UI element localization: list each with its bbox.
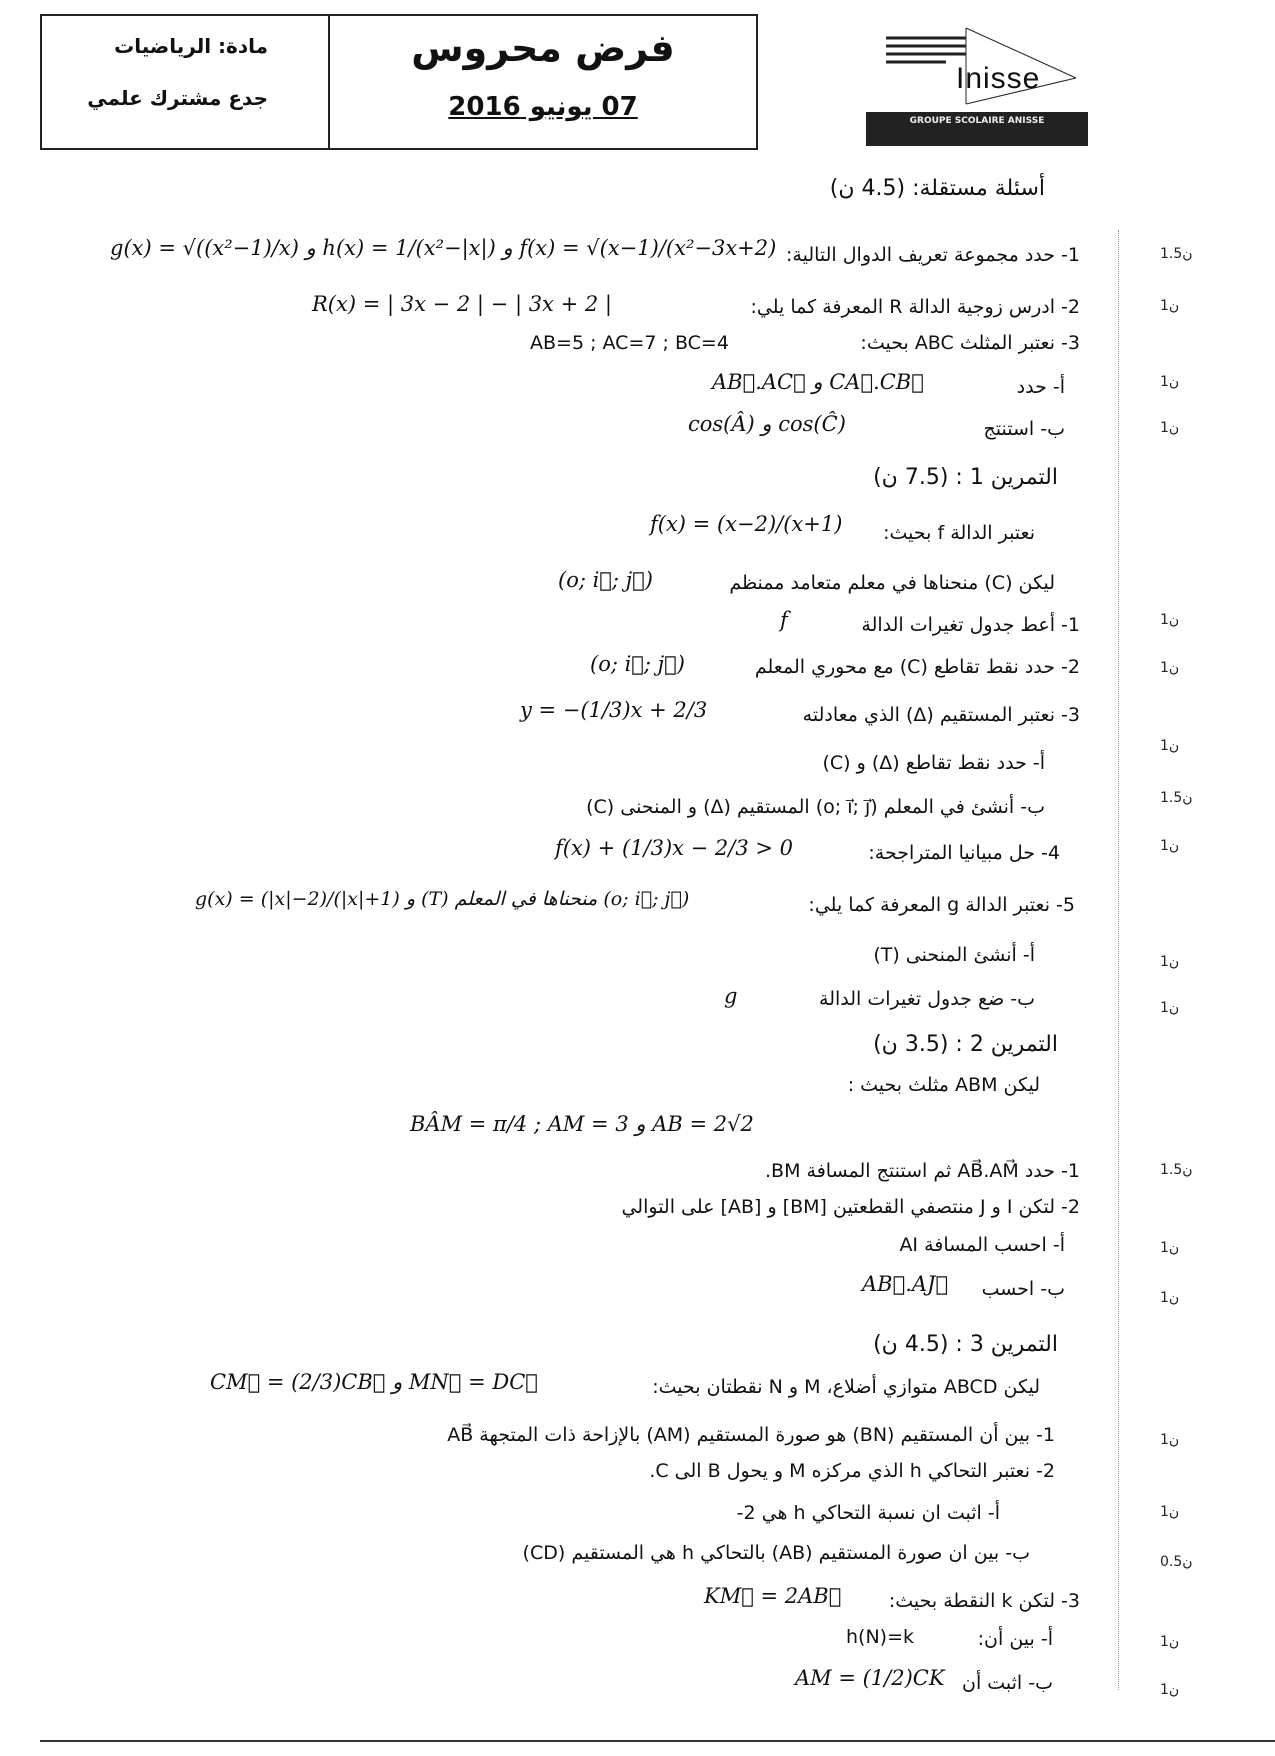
question-text: ب- اثبت أن <box>961 1672 1053 1694</box>
question-line <box>621 1196 1080 1218</box>
question-math: f(x) + (1/3)x − 2/3 > 0 <box>555 836 794 860</box>
school-logo <box>846 18 1096 158</box>
question-line <box>652 1376 1040 1398</box>
points-label: 1ن <box>1160 660 1180 676</box>
question-text: 1- حدد مجموعة تعريف الدوال التالية: <box>786 244 1080 266</box>
question-text: 3- نعتبر المثلث ABC بحيث: <box>860 332 1080 354</box>
question-text: 1- أعط جدول تغيرات الدالة <box>861 614 1080 636</box>
question-text: ليكن ABM مثلث بحيث : <box>847 1074 1040 1096</box>
question-math: (o; i⃗; j⃗) <box>558 568 653 592</box>
question-line <box>1017 376 1065 398</box>
points-label: 1ن <box>1160 1504 1180 1520</box>
question-line <box>649 1460 1055 1482</box>
question-line <box>523 1542 1030 1564</box>
question-math: R(x) = | 3x − 2 | − | 3x + 2 | <box>312 292 612 316</box>
question-line <box>978 1628 1053 1650</box>
question-math: h(N)=k <box>846 1626 915 1648</box>
question-text: أ- أنشئ المنحنى (T) <box>873 944 1035 966</box>
question-text: ب- أنشئ في المعلم (o; i⃗; j⃗) المستقيم (Δ) و المنحنى (C) <box>586 796 1045 818</box>
question-text: نعتبر الدالة f بحيث: <box>883 522 1035 544</box>
question-text: أ- احسب المسافة AI <box>899 1234 1065 1256</box>
points-label: 1ن <box>1160 954 1180 970</box>
question-math: AM = (1/2)CK <box>795 1666 945 1690</box>
question-math: AB⃗.AC⃗ و CA⃗.CB⃗ <box>712 370 924 394</box>
question-math: g(x) = (|x|−2)/(|x|+1) و (T) منحناها في المعلم (o; i⃗; j⃗) <box>195 888 690 910</box>
points-label: 1.5ن <box>1160 246 1193 262</box>
question-math: (o; i⃗; j⃗) <box>590 652 685 676</box>
question-line <box>751 296 1080 318</box>
question-text: 5- نعتبر الدالة g المعرفة كما يلي: <box>808 894 1075 916</box>
points-label: 1ن <box>1160 1634 1180 1650</box>
question-line <box>822 752 1045 774</box>
question-text: أ- حدد نقط تقاطع (Δ) و (C) <box>822 752 1045 774</box>
question-math: y = −(1/3)x + 2/3 <box>520 698 708 722</box>
question-line <box>861 614 1080 636</box>
question-math: CM⃗ = (2/3)CB⃗ و MN⃗ = DC⃗ <box>210 1370 538 1394</box>
points-label: 0.5ن <box>1160 1554 1193 1570</box>
logo-band: GROUPE SCOLAIRE ANISSE <box>866 112 1088 146</box>
question-line <box>873 944 1035 966</box>
points-label: 1ن <box>1160 1432 1180 1448</box>
title-cell <box>328 14 758 150</box>
points-label: 1ن <box>1160 1240 1180 1256</box>
question-math: AB⃗.AJ⃗ <box>862 1272 949 1296</box>
question-text: أ- حدد <box>1016 376 1065 398</box>
section-title: التمرين 2 : (3.5 ن) <box>873 1032 1058 1057</box>
question-line <box>729 572 1055 594</box>
points-label: 1ن <box>1160 1000 1180 1016</box>
question-line <box>447 1424 1055 1446</box>
question-line <box>883 522 1035 544</box>
points-label: 1ن <box>1160 298 1180 314</box>
logo-text: Inisse <box>956 62 1041 95</box>
question-line <box>786 244 1080 266</box>
points-label: 1ن <box>1160 1290 1180 1306</box>
question-line <box>899 1234 1065 1256</box>
question-line <box>848 1074 1040 1096</box>
subject-label: مادة: الرياضيات <box>114 34 268 58</box>
question-text: 2- حدد نقط تقاطع (C) مع محوري المعلم <box>754 656 1080 678</box>
question-math: g <box>724 984 738 1008</box>
question-text: أ- بين أن: <box>977 1628 1053 1650</box>
question-line <box>889 1590 1080 1612</box>
question-text: 1- حدد AB⃗.AM⃗ ثم استنتج المسافة BM. <box>765 1160 1080 1182</box>
question-line <box>860 332 1080 354</box>
question-text: 4- حل مبيانيا المتراجحة: <box>868 842 1060 864</box>
points-label: 1.5ن <box>1160 790 1193 806</box>
exam-date <box>330 92 756 122</box>
question-line <box>755 656 1080 678</box>
margin-dotted-rule <box>1118 230 1119 1690</box>
question-line <box>808 894 1075 916</box>
question-math: AB=5 ; AC=7 ; BC=4 <box>530 332 729 354</box>
question-math: KM⃗ = 2AB⃗ <box>704 1584 842 1608</box>
question-math: cos(Â) و cos(Ĉ) <box>688 412 846 436</box>
level-label: جدع مشترك علمي <box>87 86 268 110</box>
question-text: ب- ضع جدول تغيرات الدالة <box>819 988 1035 1010</box>
footer-rule <box>40 1740 1275 1742</box>
section-title: التمرين 1 : (7.5 ن) <box>873 465 1058 490</box>
subject-cell <box>40 14 330 150</box>
question-line <box>868 842 1060 864</box>
question-line <box>803 704 1080 726</box>
exam-header <box>40 14 1140 154</box>
exam-title: فرض محروس <box>411 26 675 70</box>
question-text: 3- لتكن k النقطة بحيث: <box>888 1590 1080 1612</box>
question-line <box>982 1278 1065 1300</box>
points-label: 1ن <box>1160 374 1180 390</box>
question-text: ب- بين ان صورة المستقيم (AB) بالتحاكي h هي المستقيم (CD) <box>522 1542 1030 1564</box>
points-label: 1ن <box>1160 1682 1180 1698</box>
question-line <box>737 1502 1000 1524</box>
question-text: 2- ادرس زوجية الدالة R المعرفة كما يلي: <box>750 296 1080 318</box>
question-line <box>586 796 1045 818</box>
points-label: 1ن <box>1160 838 1180 854</box>
question-line <box>984 418 1065 440</box>
question-text: ليكن ABCD متوازي أضلاع، M و N نقطتان بحيث: <box>652 1376 1040 1398</box>
question-text: 3- نعتبر المستقيم (Δ) الذي معادلته <box>802 704 1080 726</box>
question-math: f(x) = (x−2)/(x+1) <box>650 512 843 536</box>
question-line <box>819 988 1035 1010</box>
question-text: 1- بين أن المستقيم (BN) هو صورة المستقيم (AM) بالإزاحة ذات المتجهة AB⃗ <box>447 1424 1055 1446</box>
section-title: التمرين 3 : (4.5 ن) <box>873 1332 1058 1357</box>
question-math: g(x) = √((x²−1)/x) و h(x) = 1/(x²−|x|) و f(x) = √(x−1)/(x²−3x+2) <box>110 236 777 260</box>
points-label: 1ن <box>1160 420 1180 436</box>
question-text: 2- لتكن I و J منتصفي القطعتين [BM] و [AB] على التوالي <box>621 1196 1080 1218</box>
question-text: ب- استنتج <box>983 418 1065 440</box>
question-math: f <box>780 608 788 632</box>
points-label: 1ن <box>1160 612 1180 628</box>
question-line <box>765 1160 1080 1182</box>
points-label: 1.5ن <box>1160 1162 1193 1178</box>
question-text: أ- اثبت ان نسبة التحاكي h هي 2- <box>736 1502 1000 1524</box>
question-text: 2- نعتبر التحاكي h الذي مركزه M و يحول B الى C. <box>649 1460 1055 1482</box>
question-line <box>962 1672 1053 1694</box>
question-text: ب- احسب <box>981 1278 1065 1300</box>
section-title: أسئلة مستقلة: (4.5 ن) <box>829 176 1045 201</box>
question-text: ليكن (C) منحناها في معلم متعامد ممنظم <box>729 572 1055 594</box>
points-label: 1ن <box>1160 738 1180 754</box>
exam-date-text: 07 يونيو 2016 <box>448 92 638 122</box>
question-math: BÂM = π/4 ; AM = 3 و AB = 2√2 <box>410 1112 754 1136</box>
